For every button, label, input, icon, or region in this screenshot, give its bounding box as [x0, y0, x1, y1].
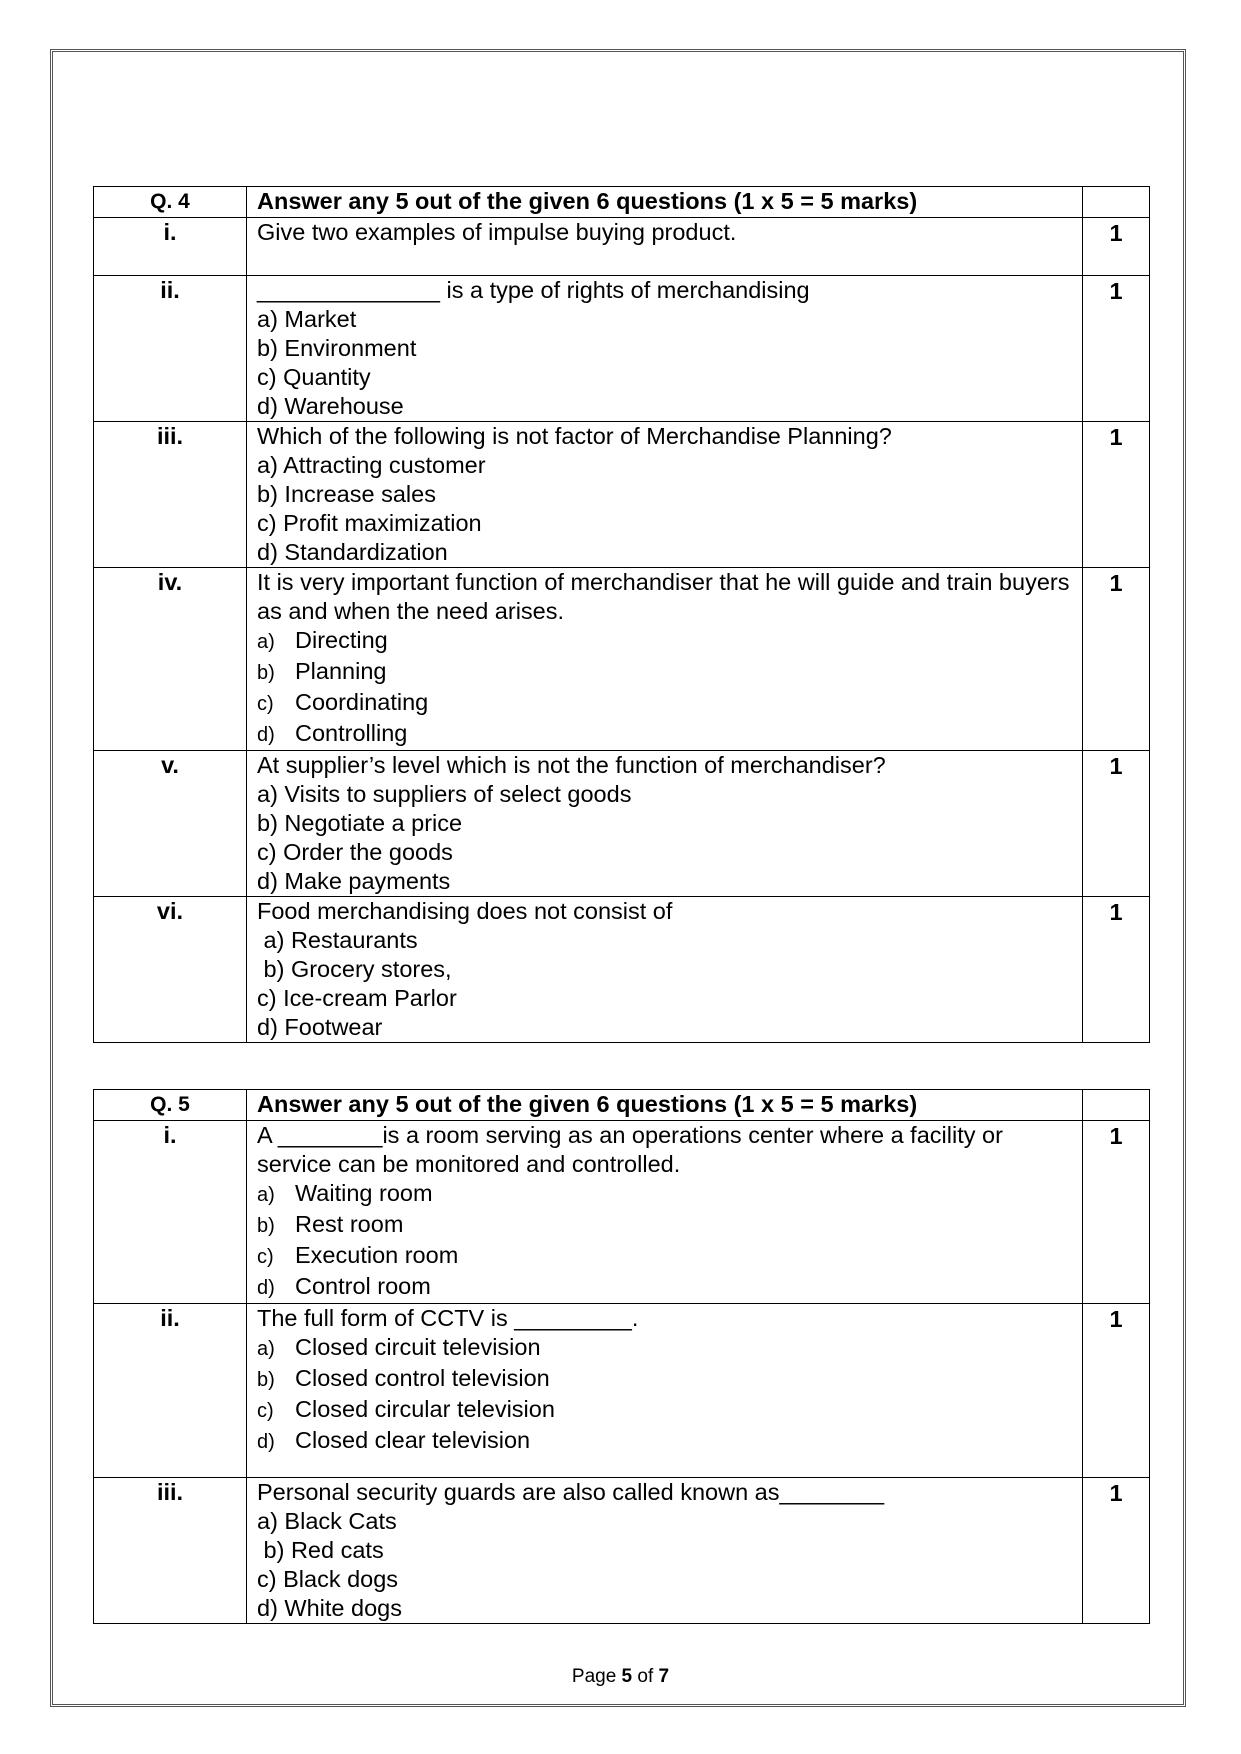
option-letter: a) [257, 1338, 275, 1360]
page-footer [0, 1666, 1241, 1688]
option: c) Quantity [257, 364, 371, 390]
option: b) Grocery stores, [257, 956, 452, 982]
question-table-q4 [93, 186, 1150, 1043]
question-stem: It is very important function of merchandiser that he will guide and train buyers as and when the need arises. [257, 569, 1070, 624]
question-row [94, 422, 1150, 568]
marks-header [1083, 1090, 1150, 1121]
option: d) White dogs [257, 1595, 402, 1621]
option: b) Environment [257, 335, 417, 361]
option-letter: c) [257, 1246, 274, 1268]
option [257, 1241, 1072, 1272]
option-text: Closed control television [295, 1365, 550, 1391]
option [257, 1272, 1072, 1303]
page-total: 7 [658, 1666, 670, 1687]
option: c) Profit maximization [257, 510, 482, 536]
option-letter: c) [257, 1400, 274, 1422]
option [257, 1395, 1072, 1426]
item-number: ii. [94, 276, 247, 422]
option-text: Closed clear television [295, 1427, 531, 1453]
item-mark: 1 [1083, 276, 1150, 422]
option: b) Red cats [257, 1537, 384, 1563]
question-row [94, 751, 1150, 897]
question-stem: Which of the following is not factor of Merchandise Planning? [257, 423, 892, 449]
option-text: Coordinating [295, 689, 429, 715]
question-stem: ______________ is a type of rights of merchandising [257, 277, 810, 303]
page-prefix: Page [571, 1666, 622, 1687]
option: b) Increase sales [257, 481, 436, 507]
option [257, 626, 1072, 657]
option: d) Standardization [257, 539, 448, 565]
option-letter: b) [257, 1369, 275, 1391]
option: d) Warehouse [257, 393, 404, 419]
option: c) Ice-cream Parlor [257, 985, 457, 1011]
question-heading: Answer any 5 out of the given 6 questions (1 x 5 = 5 marks) [247, 187, 1083, 218]
option: a) Visits to suppliers of select goods [257, 781, 632, 807]
option-letter: d) [257, 724, 275, 746]
question-row [94, 218, 1150, 276]
question-row [94, 568, 1150, 751]
question-text [247, 568, 1083, 751]
question-stem: At supplier’s level which is not the function of merchandiser? [257, 752, 886, 778]
option-letter: d) [257, 1277, 275, 1299]
option: c) Order the goods [257, 839, 453, 865]
item-number: i. [94, 1121, 247, 1304]
option [257, 1210, 1072, 1241]
option-text: Control room [295, 1273, 431, 1299]
question-table-q5 [93, 1089, 1150, 1624]
option [257, 719, 1072, 750]
option: c) Black dogs [257, 1566, 399, 1592]
item-number: vi. [94, 897, 247, 1043]
option-text: Rest room [295, 1211, 404, 1237]
item-mark: 1 [1083, 751, 1150, 897]
option [257, 688, 1072, 719]
item-number: iv. [94, 568, 247, 751]
item-number: i. [94, 218, 247, 276]
question-row [94, 1121, 1150, 1304]
option-text: Planning [295, 658, 387, 684]
option-text: Controlling [295, 720, 408, 746]
question-text [247, 897, 1083, 1043]
option-letter: d) [257, 1431, 275, 1453]
question-stem: Food merchandising does not consist of [257, 898, 673, 924]
item-number: ii. [94, 1304, 247, 1478]
option [257, 1364, 1072, 1395]
item-number: iii. [94, 422, 247, 568]
option [257, 657, 1072, 688]
marks-header [1083, 187, 1150, 218]
question-text [247, 751, 1083, 897]
question-stem: Give two examples of impulse buying product. [257, 219, 737, 245]
option: a) Restaurants [257, 927, 418, 953]
question-text [247, 1304, 1083, 1478]
item-mark: 1 [1083, 1121, 1150, 1304]
question-stem: Personal security guards are also called known as________ [257, 1479, 885, 1505]
option-text: Closed circular television [295, 1396, 555, 1422]
option-letter: a) [257, 631, 275, 653]
option-text: Directing [295, 627, 388, 653]
option-letter: b) [257, 662, 275, 684]
option-letter: a) [257, 1184, 275, 1206]
question-stem: A ________is a room serving as an operations center where a facility or service can be monitored and controlled. [257, 1122, 1003, 1177]
question-label: Q. 4 [94, 187, 247, 218]
option-text: Closed circuit television [295, 1334, 541, 1360]
question-stem: The full form of CCTV is _________. [257, 1305, 639, 1331]
item-number: v. [94, 751, 247, 897]
question-label: Q. 5 [94, 1090, 247, 1121]
item-mark: 1 [1083, 1304, 1150, 1478]
item-mark: 1 [1083, 568, 1150, 751]
question-row [94, 1304, 1150, 1478]
option-text: Execution room [295, 1242, 459, 1268]
question-text [247, 276, 1083, 422]
item-number: iii. [94, 1478, 247, 1624]
question-text [247, 1478, 1083, 1624]
option [257, 1179, 1072, 1210]
item-mark: 1 [1083, 422, 1150, 568]
option-text: Waiting room [295, 1180, 433, 1206]
question-text [247, 1121, 1083, 1304]
table-header-row [94, 1090, 1150, 1121]
item-mark: 1 [1083, 1478, 1150, 1624]
item-mark: 1 [1083, 218, 1150, 276]
question-text [247, 218, 1083, 276]
option-letter: c) [257, 693, 274, 715]
option: a) Market [257, 306, 357, 332]
question-text [247, 422, 1083, 568]
table-header-row [94, 187, 1150, 218]
option-letter: b) [257, 1215, 275, 1237]
option: a) Black Cats [257, 1508, 397, 1534]
question-heading: Answer any 5 out of the given 6 questions (1 x 5 = 5 marks) [247, 1090, 1083, 1121]
page-of: of [632, 1666, 659, 1687]
option: d) Make payments [257, 868, 451, 894]
question-row [94, 897, 1150, 1043]
question-row [94, 276, 1150, 422]
option: d) Footwear [257, 1014, 383, 1040]
question-row [94, 1478, 1150, 1624]
item-mark: 1 [1083, 897, 1150, 1043]
option [257, 1426, 1072, 1457]
option: b) Negotiate a price [257, 810, 463, 836]
option: a) Attracting customer [257, 452, 486, 478]
option [257, 1333, 1072, 1364]
page-current: 5 [621, 1666, 633, 1687]
